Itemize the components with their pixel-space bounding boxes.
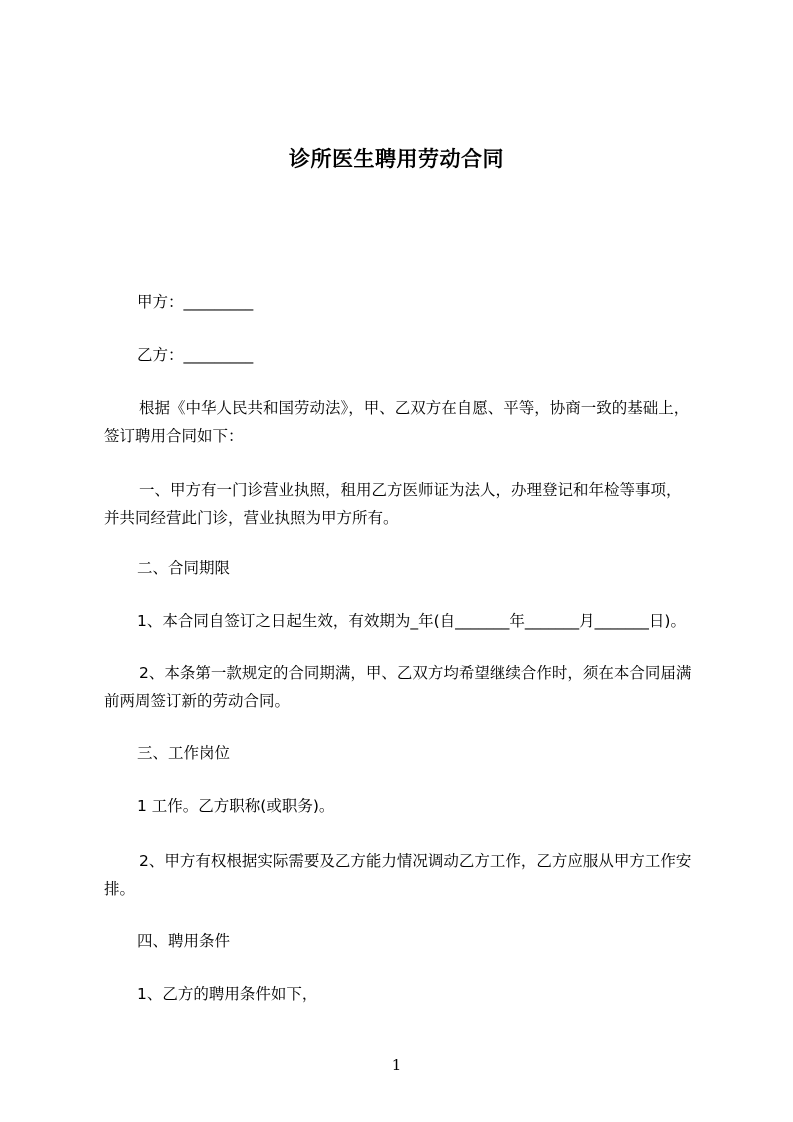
clause-1-line-2: 并共同经营此门诊，营业执照为甲方所有。 (104, 509, 399, 527)
section-2-item-2-line-2: 前两周签订新的劳动合同。 (104, 692, 291, 710)
preamble-line-1: 根据《中华人民共和国劳动法》，甲、乙双方在自愿、平等，协商一致的基础上， (139, 399, 690, 417)
party-b-line (137, 345, 253, 365)
party-a-value: _________ (183, 293, 254, 311)
preamble-line-2: 签订聘用合同如下： (104, 427, 244, 445)
party-b-value: _________ (183, 346, 254, 364)
party-b-label: 乙方： (137, 346, 184, 364)
section-2-item-2-line-1: 2、本条第一款规定的合同期满，甲、乙双方均希望继续合作时，须在本合同届满 (139, 664, 692, 682)
section-2-heading: 二、合同期限 (137, 559, 231, 577)
section-3-heading: 三、工作岗位 (137, 744, 231, 762)
party-a-label: 甲方： (137, 293, 184, 311)
page-number: 1 (391, 1056, 402, 1074)
document-title: 诊所医生聘用劳动合同 (289, 147, 504, 171)
section-3-item-2-line-2: 排。 (104, 880, 136, 898)
party-a-line (137, 292, 253, 312)
clause-1-line-1: 一、甲方有一门诊营业执照，租用乙方医师证为法人，办理登记和年检等事项， (139, 481, 682, 499)
section-4-item-1: 1、乙方的聘用条件如下， (137, 985, 318, 1003)
section-3-item-1: 1 工作。乙方职称(或职务)。 (137, 797, 335, 815)
section-4-heading: 四、聘用条件 (137, 932, 231, 950)
section-3-item-2-line-1: 2、甲方有权根据实际需要及乙方能力情况调动乙方工作，乙方应服从甲方工作安 (139, 852, 692, 870)
section-2-item-1: 1、本合同自签订之日起生效，有效期为_年(自_______年_______月_______日)。 (137, 612, 686, 630)
